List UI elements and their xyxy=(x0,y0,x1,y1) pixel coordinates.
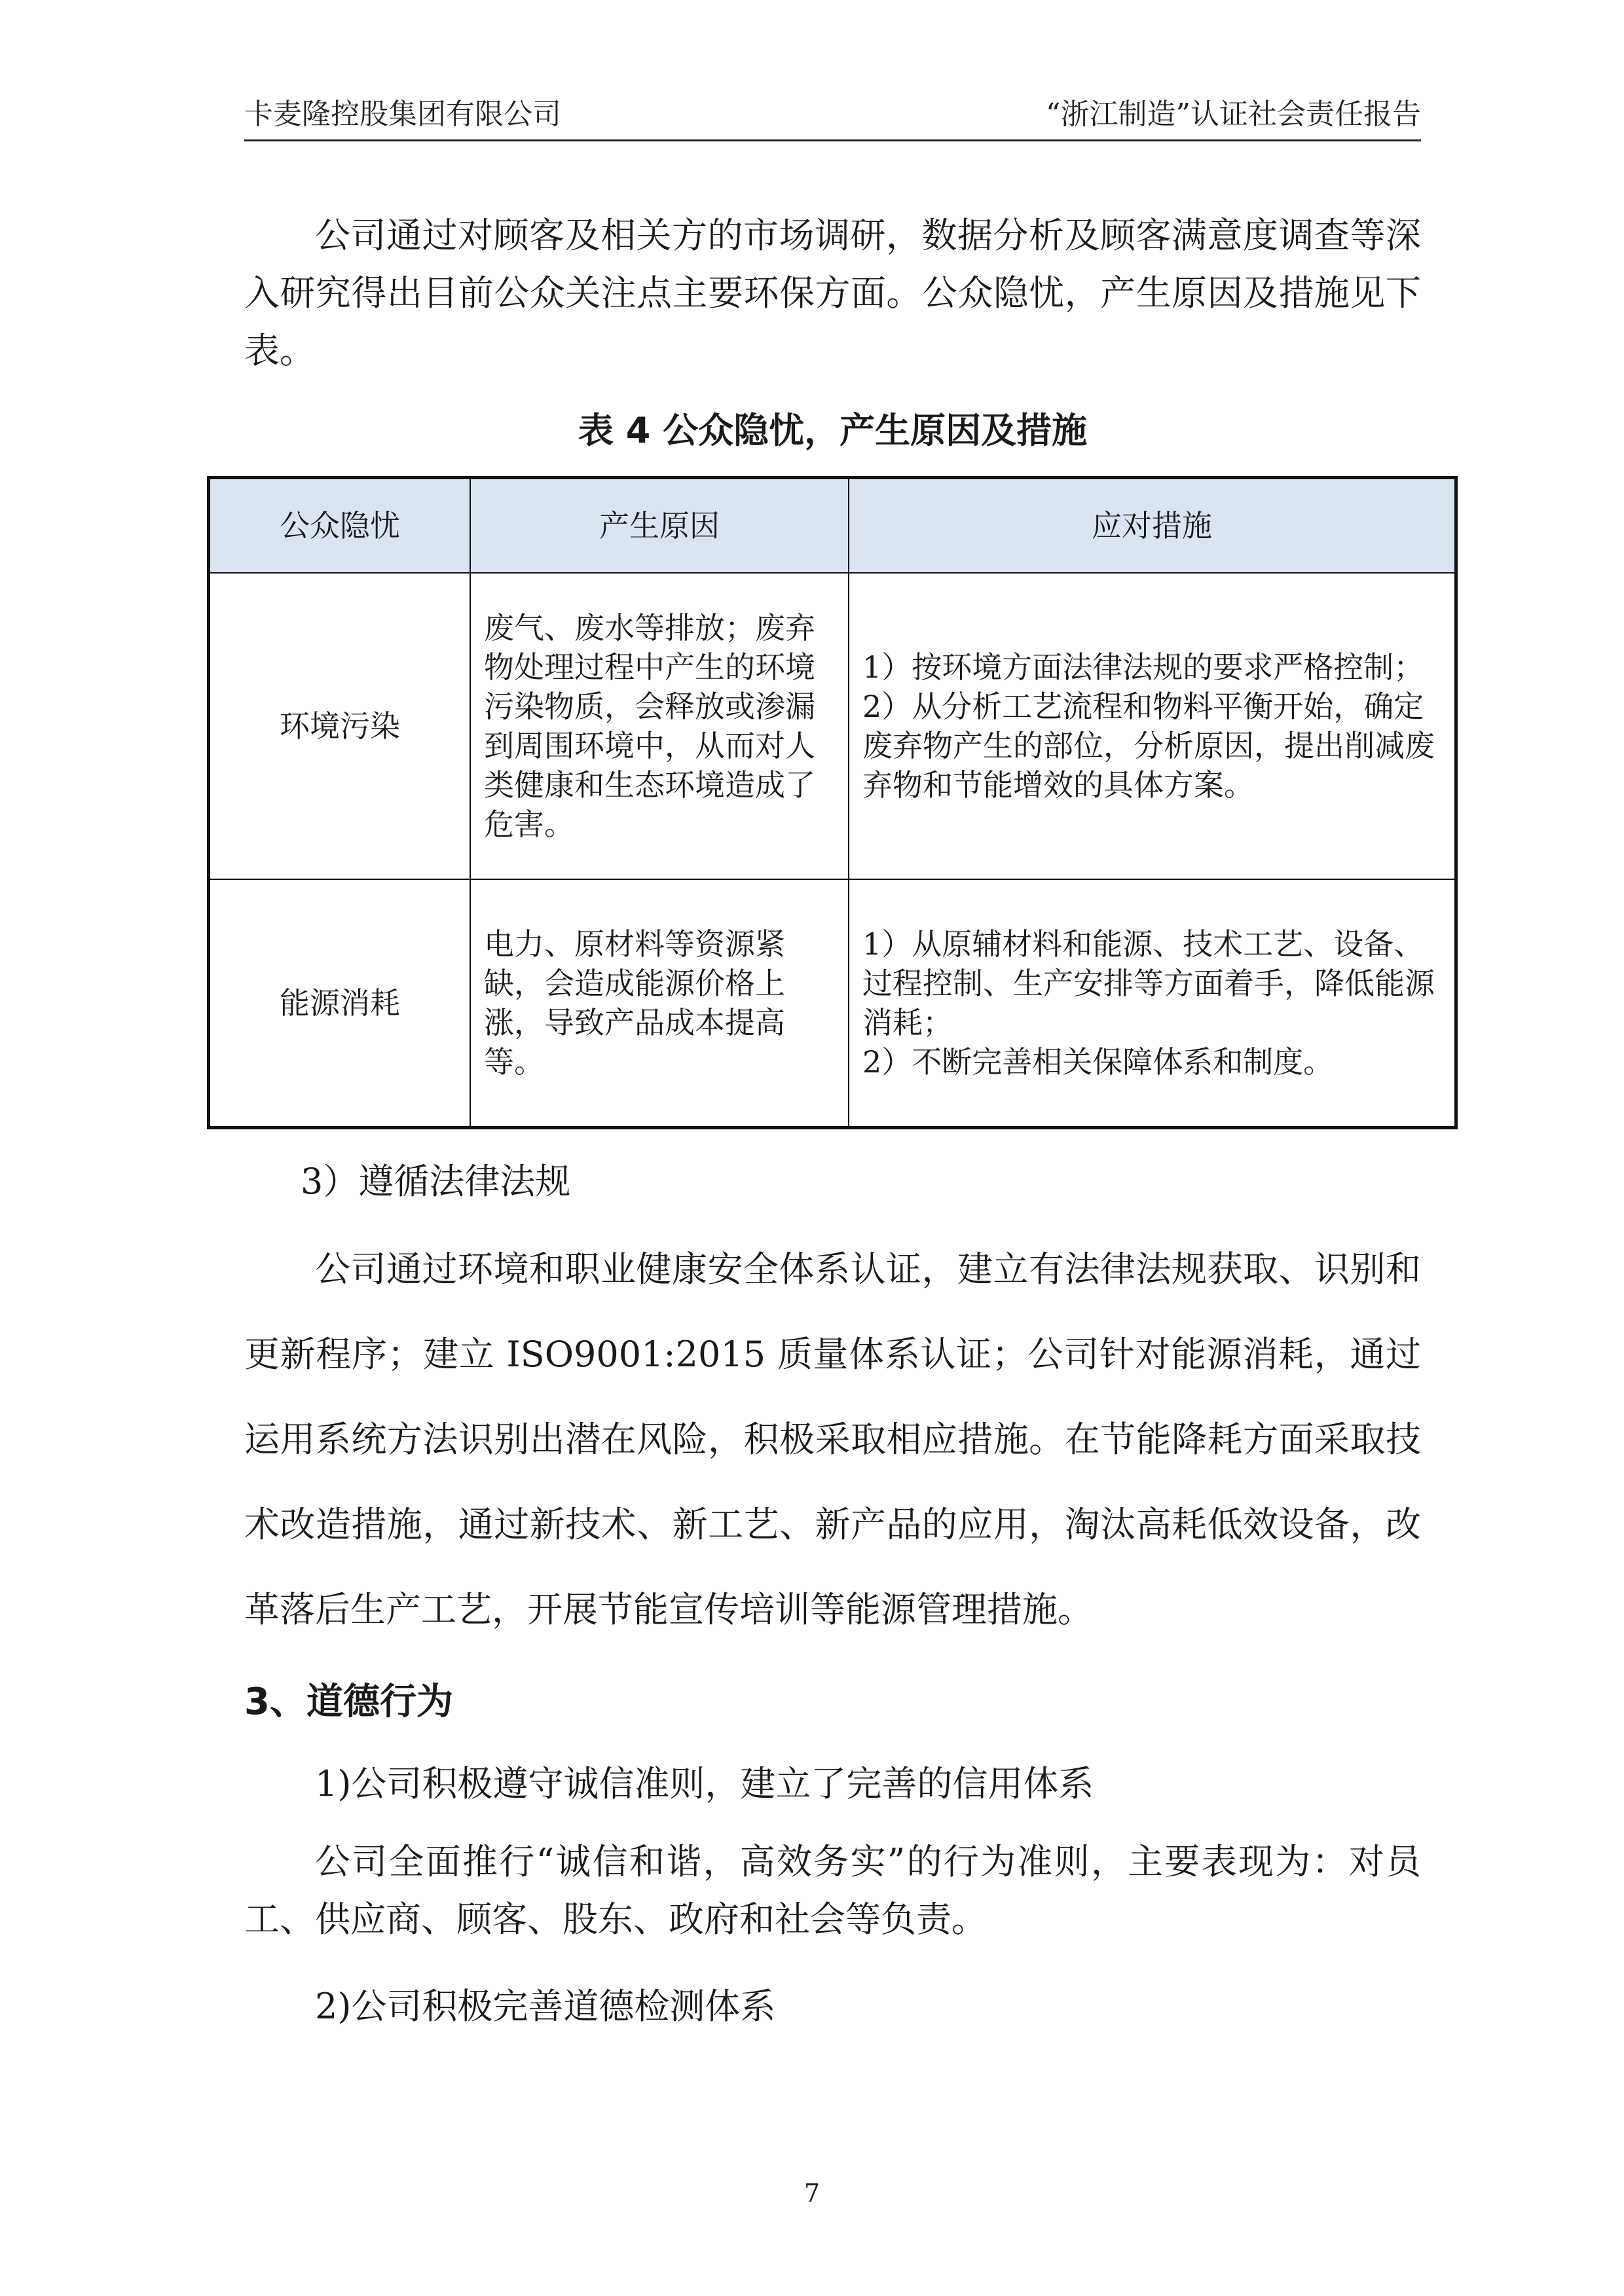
header-measures: 应对措施 xyxy=(849,478,1456,574)
measure-item: 1）从原辅材料和能源、技术工艺、设备、过程控制、生产安排等方面着手，降低能源消耗； xyxy=(862,926,1435,1040)
measures-cell xyxy=(849,879,1456,1128)
measure-item: 2）不断完善相关保障体系和制度。 xyxy=(862,1044,1334,1080)
section-title: 3、道德行为 xyxy=(244,1681,453,1723)
page-header xyxy=(244,95,1421,141)
concern-label: 环境污染 xyxy=(280,708,400,744)
integrity-paragraph: 公司全面推行“诚信和谐，高效务实”的行为准则，主要表现为：对员工、供应商、顾客、股东、政府和社会等负责。 xyxy=(244,1841,1421,1940)
subheading-integrity: 1)公司积极遵守诚信准则，建立了完善的信用体系 xyxy=(315,1763,1094,1804)
measures-cell xyxy=(849,573,1456,879)
table-header-row xyxy=(209,478,1456,574)
cause-cell: 电力、原材料等资源紧缺，会造成能源价格上涨，导致产品成本提高等。 xyxy=(470,879,849,1128)
concern-cell xyxy=(209,573,471,879)
intro-paragraph: 公司通过对顾客及相关方的市场调研，数据分析及顾客满意度调查等深入研究得出目前公众关注点主要环保方面。公众隐忧，产生原因及措施见下表。 xyxy=(244,215,1421,371)
header-company: 卡麦隆控股集团有限公司 xyxy=(244,98,561,131)
table-caption: 表 4 公众隐忧，产生原因及措施 xyxy=(578,410,1088,451)
page-number: 7 xyxy=(803,2179,821,2208)
subheading-ethics-monitoring: 2)公司积极完善道德检测体系 xyxy=(315,1986,776,2027)
measure-item: 1）按环境方面法律法规的要求严格控制； xyxy=(862,649,1424,685)
measure-item: 2）从分析工艺流程和物料平衡开始，确定废弃物产生的部位，分析原因，提出削减废弃物和节能增效的具体方案。 xyxy=(862,689,1435,803)
header-report-title: “浙江制造”认证社会责任报告 xyxy=(1046,98,1421,131)
header-concern: 公众隐忧 xyxy=(209,478,471,574)
cause-cell: 废气、废水等排放；废弃物处理过程中产生的环境污染物质，会释放或渗漏到周围环境中，从而对人类健康和生态环境造成了危害。 xyxy=(470,573,849,879)
header-cause: 产生原因 xyxy=(470,478,849,574)
concern-cell xyxy=(209,879,471,1128)
concern-label: 能源消耗 xyxy=(280,985,400,1021)
table-row xyxy=(209,573,1456,879)
concerns-table xyxy=(207,476,1458,1129)
law-paragraph: 公司通过环境和职业健康安全体系认证，建立有法律法规获取、识别和更新程序；建立 ISO9001:2015 质量体系认证；公司针对能源消耗，通过运用系统方法识别出潜在风险，积极采取相应措施。在节能降耗方面采取技术改造措施，通过新技术、新工艺、新产品的应用，淘汰高耗低效设备，改革落后生产工艺，开展节能宣传培训等能源管理措施。 xyxy=(244,1248,1421,1630)
law-heading: 3）遵循法律法规 xyxy=(301,1161,571,1202)
table-row xyxy=(209,879,1456,1128)
